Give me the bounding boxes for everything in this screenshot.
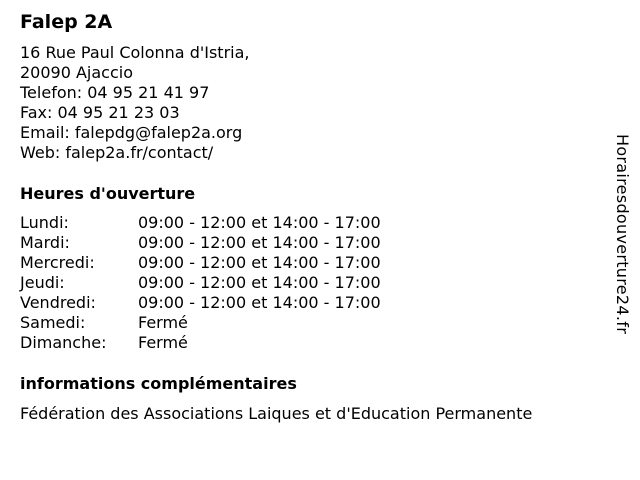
day-hours: Fermé	[138, 333, 188, 352]
day-label: Jeudi:	[20, 273, 65, 292]
day-hours: 09:00 - 12:00 et 14:00 - 17:00	[138, 233, 381, 252]
day-label: Mardi:	[20, 233, 70, 252]
day-hours: 09:00 - 12:00 et 14:00 - 17:00	[138, 213, 381, 232]
day-hours: 09:00 - 12:00 et 14:00 - 17:00	[138, 293, 381, 312]
day-hours: Fermé	[138, 313, 188, 332]
day-hours: 09:00 - 12:00 et 14:00 - 17:00	[138, 253, 381, 272]
hours-row-monday	[20, 213, 440, 233]
business-name: Falep 2A	[20, 11, 113, 33]
fax-number: Fax: 04 95 21 23 03	[20, 103, 180, 122]
address-line-1: 16 Rue Paul Colonna d'Istria,	[20, 43, 250, 62]
hours-row-sunday	[20, 333, 440, 353]
hours-row-friday	[20, 293, 440, 313]
website: Web: falep2a.fr/contact/	[20, 143, 214, 162]
phone-number: Telefon: 04 95 21 41 97	[20, 83, 210, 102]
hours-row-tuesday	[20, 233, 440, 253]
opening-hours-table	[20, 213, 440, 353]
contact-details	[20, 43, 249, 163]
address-line-2: 20090 Ajaccio	[20, 63, 134, 82]
day-label: Dimanche:	[20, 333, 107, 352]
day-label: Mercredi:	[20, 253, 95, 272]
hours-row-saturday	[20, 313, 440, 333]
site-watermark: Horairesdouverture24.fr	[613, 134, 632, 335]
email-address: Email: falepdg@falep2a.org	[20, 123, 243, 142]
additional-info-text: Fédération des Associations Laiques et d'Education Permanente	[20, 404, 533, 423]
hours-row-wednesday	[20, 253, 440, 273]
day-label: Lundi:	[20, 213, 69, 232]
day-label: Vendredi:	[20, 293, 96, 312]
additional-info-heading: informations complémentaires	[20, 374, 297, 393]
day-hours: 09:00 - 12:00 et 14:00 - 17:00	[138, 273, 381, 292]
opening-hours-heading: Heures d'ouverture	[20, 184, 196, 203]
day-label: Samedi:	[20, 313, 86, 332]
hours-row-thursday	[20, 273, 440, 293]
